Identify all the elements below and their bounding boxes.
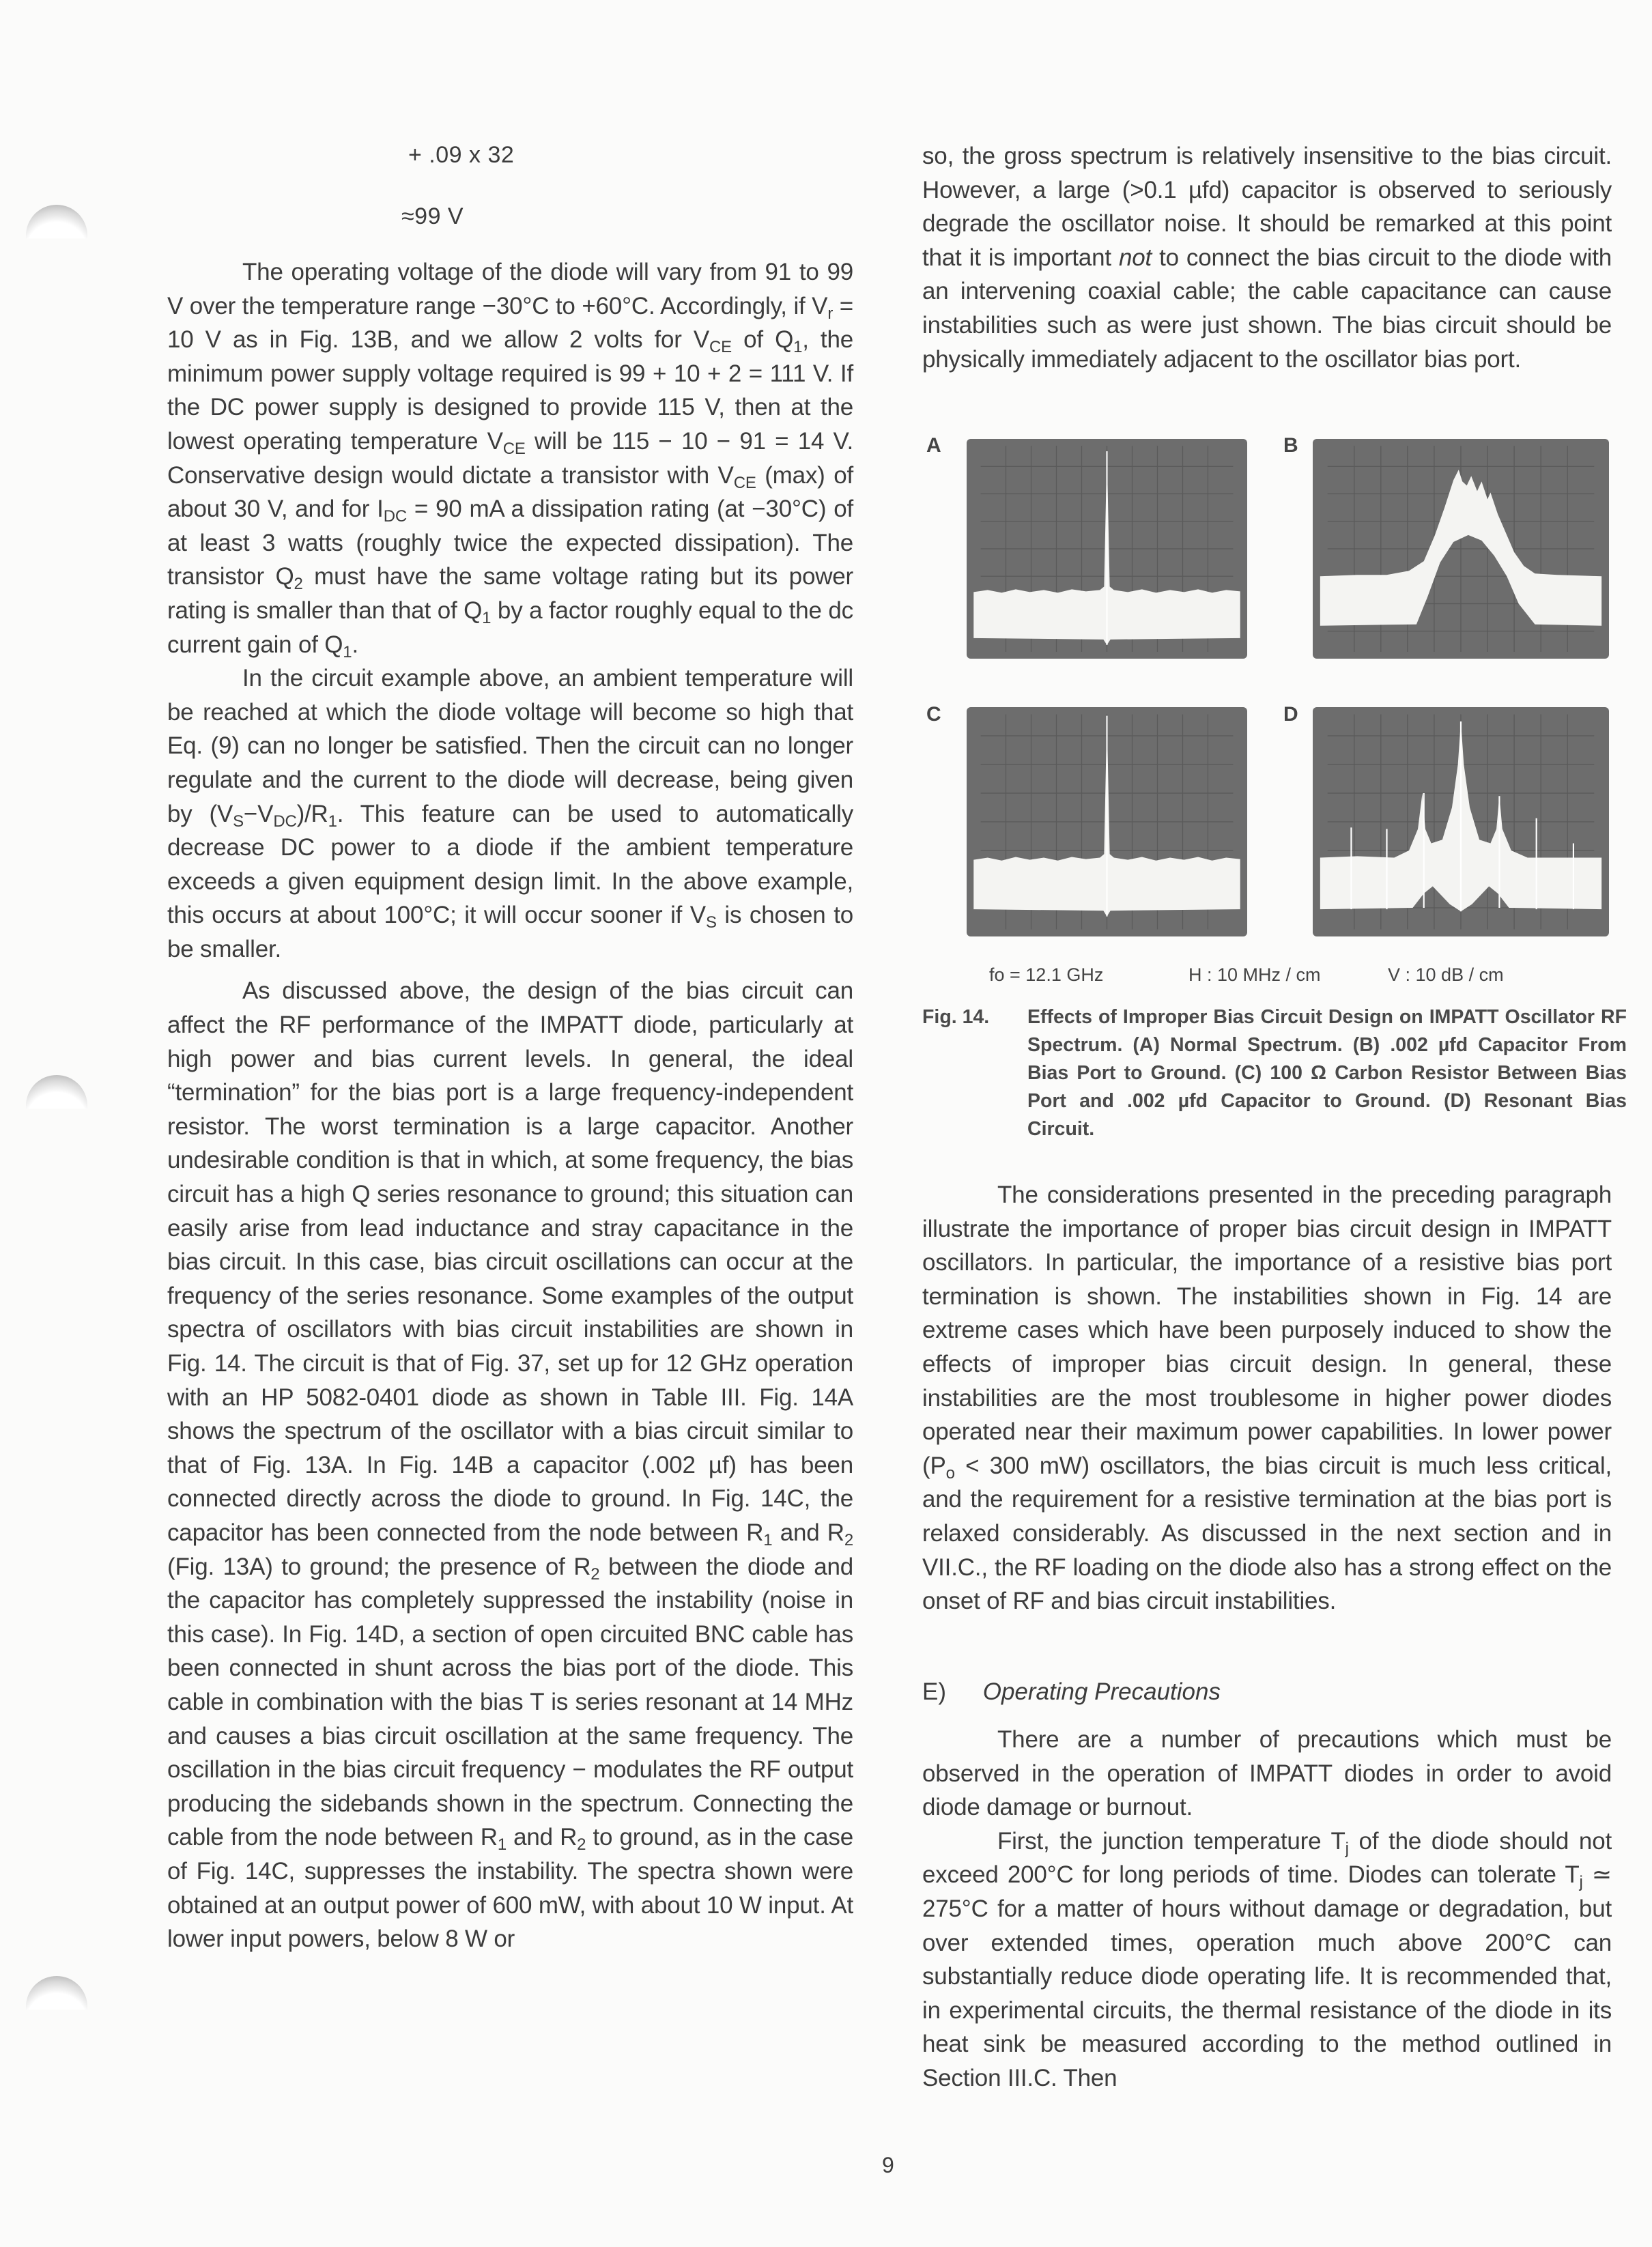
binder-hole-top: [26, 205, 87, 266]
emphasis-not: not: [1118, 244, 1152, 271]
paragraph-bias-circuit-design: As discussed above, the design of the bias circuit can affect the RF performance of the IMPATT diode, particularly at high power and bias current levels. In general, the ideal “termination” for the bias port is a large frequency-independent resistor. The worst termination is a large capacitor. Another undesirable condition is that in which, at some frequency, the bias circuit has a high Q series resonance to ground; this situation can easily arise from lead inductance and stray capacitance in the bias circuit. In this case, bias circuit oscillations can occur at the frequency of the series resonance. Some examples of the output spectra of oscillators with bias circuit instabilities are shown in Fig. 14. The circuit is that of Fig. 37, set up for 12 GHz operation with an HP 5082-0401 diode as shown in Table III. Fig. 14A shows the spectrum of the oscillator with a bias circuit similar to that of Fig. 13A. In Fig. 14B a capacitor (.002 µf) has been connected directly across the diode to ground. In Fig. 14C, the capacitor has been connected from the node between $R_1$ and $R_2$ (Fig. 13A) to ground; the presence of $R_2$ between the diode and the capacitor has completely suppressed the instability (noise in this case). In Fig. 14D, a section of open circuited BNC cable has been connected in shunt across the bias port of the diode. This cable in combination with the bias T is series resonant at 14 MHz and causes a bias circuit oscillation at the same frequency. The oscillation in the bias circuit frequency − modulates the RF output producing the sidebands shown in the spectrum. Connecting the cable from the node between $R_1$ and $R_2$ to ground, as in the case of Fig. 14C, suppresses the instability. The spectra shown were obtained at an output power of 600 mW, with about 10 W input. At lower input powers, below 8 W or: [167, 977, 853, 1953]
figure-parameter-h: H : 10 MHz / cm: [1188, 964, 1321, 985]
spectrum-panel-a: [967, 439, 1247, 659]
panel-label-d: D: [1283, 703, 1298, 726]
panel-label-a: A: [926, 434, 941, 457]
caption-text: Effects of Improper Bias Circuit Design on IMPATT Oscillator RF Spectrum. (A) Normal Spectrum. (B) .002 µfd Capacitor From Bias Port to Ground. (C) 100 Ω Carbon Resistor Between Bias Port and .002 µfd Capacitor to Ground. (D) Resonant Bias Circuit.: [1027, 1006, 1627, 1140]
caption-number: Fig. 14.: [922, 1006, 990, 1028]
spectrum-trace-b-graphic: [1313, 439, 1609, 659]
paragraph-operating-voltage: The operating voltage of the diode will vary from 91 to 99 V over the temperature range −30°C to +60°C. Accordingly, if $V_r = 10$ V as in Fig. 13B, and we allow 2 volts for $V_{CE}$ of $Q_1$, the minimum power supply voltage required is 99 + 10 + 2 = 111 V. If the DC power supply is designed to provide 115 V, then at the lowest operating temperature $V_{CE}$ will be 115 − 10 − 91 = 14 V. Conservative design would dictate a transistor with $V_{CE}$ (max) of about 30 V, and for $I_{DC} = 90$ mA a dissipation rating (at −30°C) of at least 3 watts (roughly twice the expected dissipation). The transistor $Q_2$ must have the same voltage rating but its power rating is smaller than that of $Q_1$ by a factor roughly equal to the dc current gain of $Q_1$.: [167, 259, 854, 661]
paragraph-precautions: There are a number of precautions which must be observed in the operation of IMPATT diodes in order to avoid diode damage or burnout.: [922, 1726, 1612, 1821]
page-number: 9: [882, 2153, 894, 2177]
right-column-middle: [922, 1178, 1612, 1618]
section-title: Operating Precautions: [982, 1678, 1221, 1705]
spectrum-panel-d: [1313, 707, 1609, 936]
paragraph-gross-spectrum: so, the gross spectrum is relatively insensitive to the bias circuit. However, a large (>0.1 µfd) capacitor is observed to seriously degrade the oscillator noise. It should be remarked at this point that it is important not to connect the bias circuit to the diode with an intervening coaxial cable; the cable capacitance can cause instabilities such as were just shown. The bias circuit should be physically immediately adjacent to the oscillator bias port.: [922, 143, 1612, 373]
figure-caption: [922, 1003, 1627, 1140]
spectrum-panel-b: [1313, 439, 1609, 659]
spectrum-panel-c: [967, 707, 1247, 936]
fo-value: fo = 12.1 GHz: [989, 964, 1104, 985]
paragraph-ambient-temperature: In the circuit example above, an ambient temperature will be reached at which the diode voltage will become so high that Eq. (9) can no longer be satisfied. Then the circuit can no longer regulate and the current to the diode will decrease, being given by $(V_S-V_{DC})/R_1$. This feature can be used to automatically decrease DC power to a diode if the ambient temperature exceeds a given equipment design limit. In the above example, this occurs at about 100°C; it will occur sooner if $V_S$ is chosen to be smaller.: [167, 665, 853, 962]
figure-parameter-fo: [989, 964, 1103, 986]
panel-label-b: B: [1283, 434, 1298, 457]
left-column: [167, 255, 853, 1956]
spectrum-trace-d-graphic: [1313, 707, 1609, 936]
right-column-top: [922, 139, 1612, 376]
figure-parameter-v: V : 10 dB / cm: [1388, 964, 1504, 985]
section-heading-e: [922, 1678, 1221, 1706]
binder-hole-bottom: [26, 1976, 87, 2037]
section-number: E): [922, 1678, 946, 1705]
equation-line-1: + .09 x 32: [408, 142, 515, 168]
paragraph-considerations: The considerations presented in the preceding paragraph illustrate the importance of proper bias circuit design in IMPATT oscillators. In particular, the importance of a resistive bias port termination is shown. The instabilities shown in Fig. 14 are extreme cases which have been purposely induced to show the effects of improper bias circuit design. In general, these instabilities are the most troublesome in higher power diodes operated near their maximum power capabilities. In lower power ($P_o < 300$ mW) oscillators, the bias circuit is much less critical, and the requirement for a resistive termination at the bias port is relaxed considerably. As discussed in the next section and in VII.C., the RF loading on the diode also has a strong effect on the onset of RF and bias circuit instabilities.: [922, 1182, 1612, 1615]
panel-label-c: C: [926, 703, 941, 726]
paragraph-junction-temperature: First, the junction temperature $T_j$ of the diode should not exceed 200°C for long periods of time. Diodes can tolerate $T_j$ ≃ 275°C for a matter of hours without damage or degradation, but over extended times, operation much above 200°C can substantially reduce diode operating life. It is recommended that, in experimental circuits, the thermal resistance of the diode in its heat sink be measured according to the method outlined in Section III.C. Then: [922, 1827, 1612, 2091]
binder-hole-middle: [26, 1075, 87, 1136]
spectrum-trace-a-graphic: [967, 439, 1247, 659]
spectrum-trace-c-graphic: [967, 707, 1247, 936]
equation-line-2: ≈99 V: [401, 203, 464, 229]
right-column-bottom: [922, 1723, 1612, 2095]
